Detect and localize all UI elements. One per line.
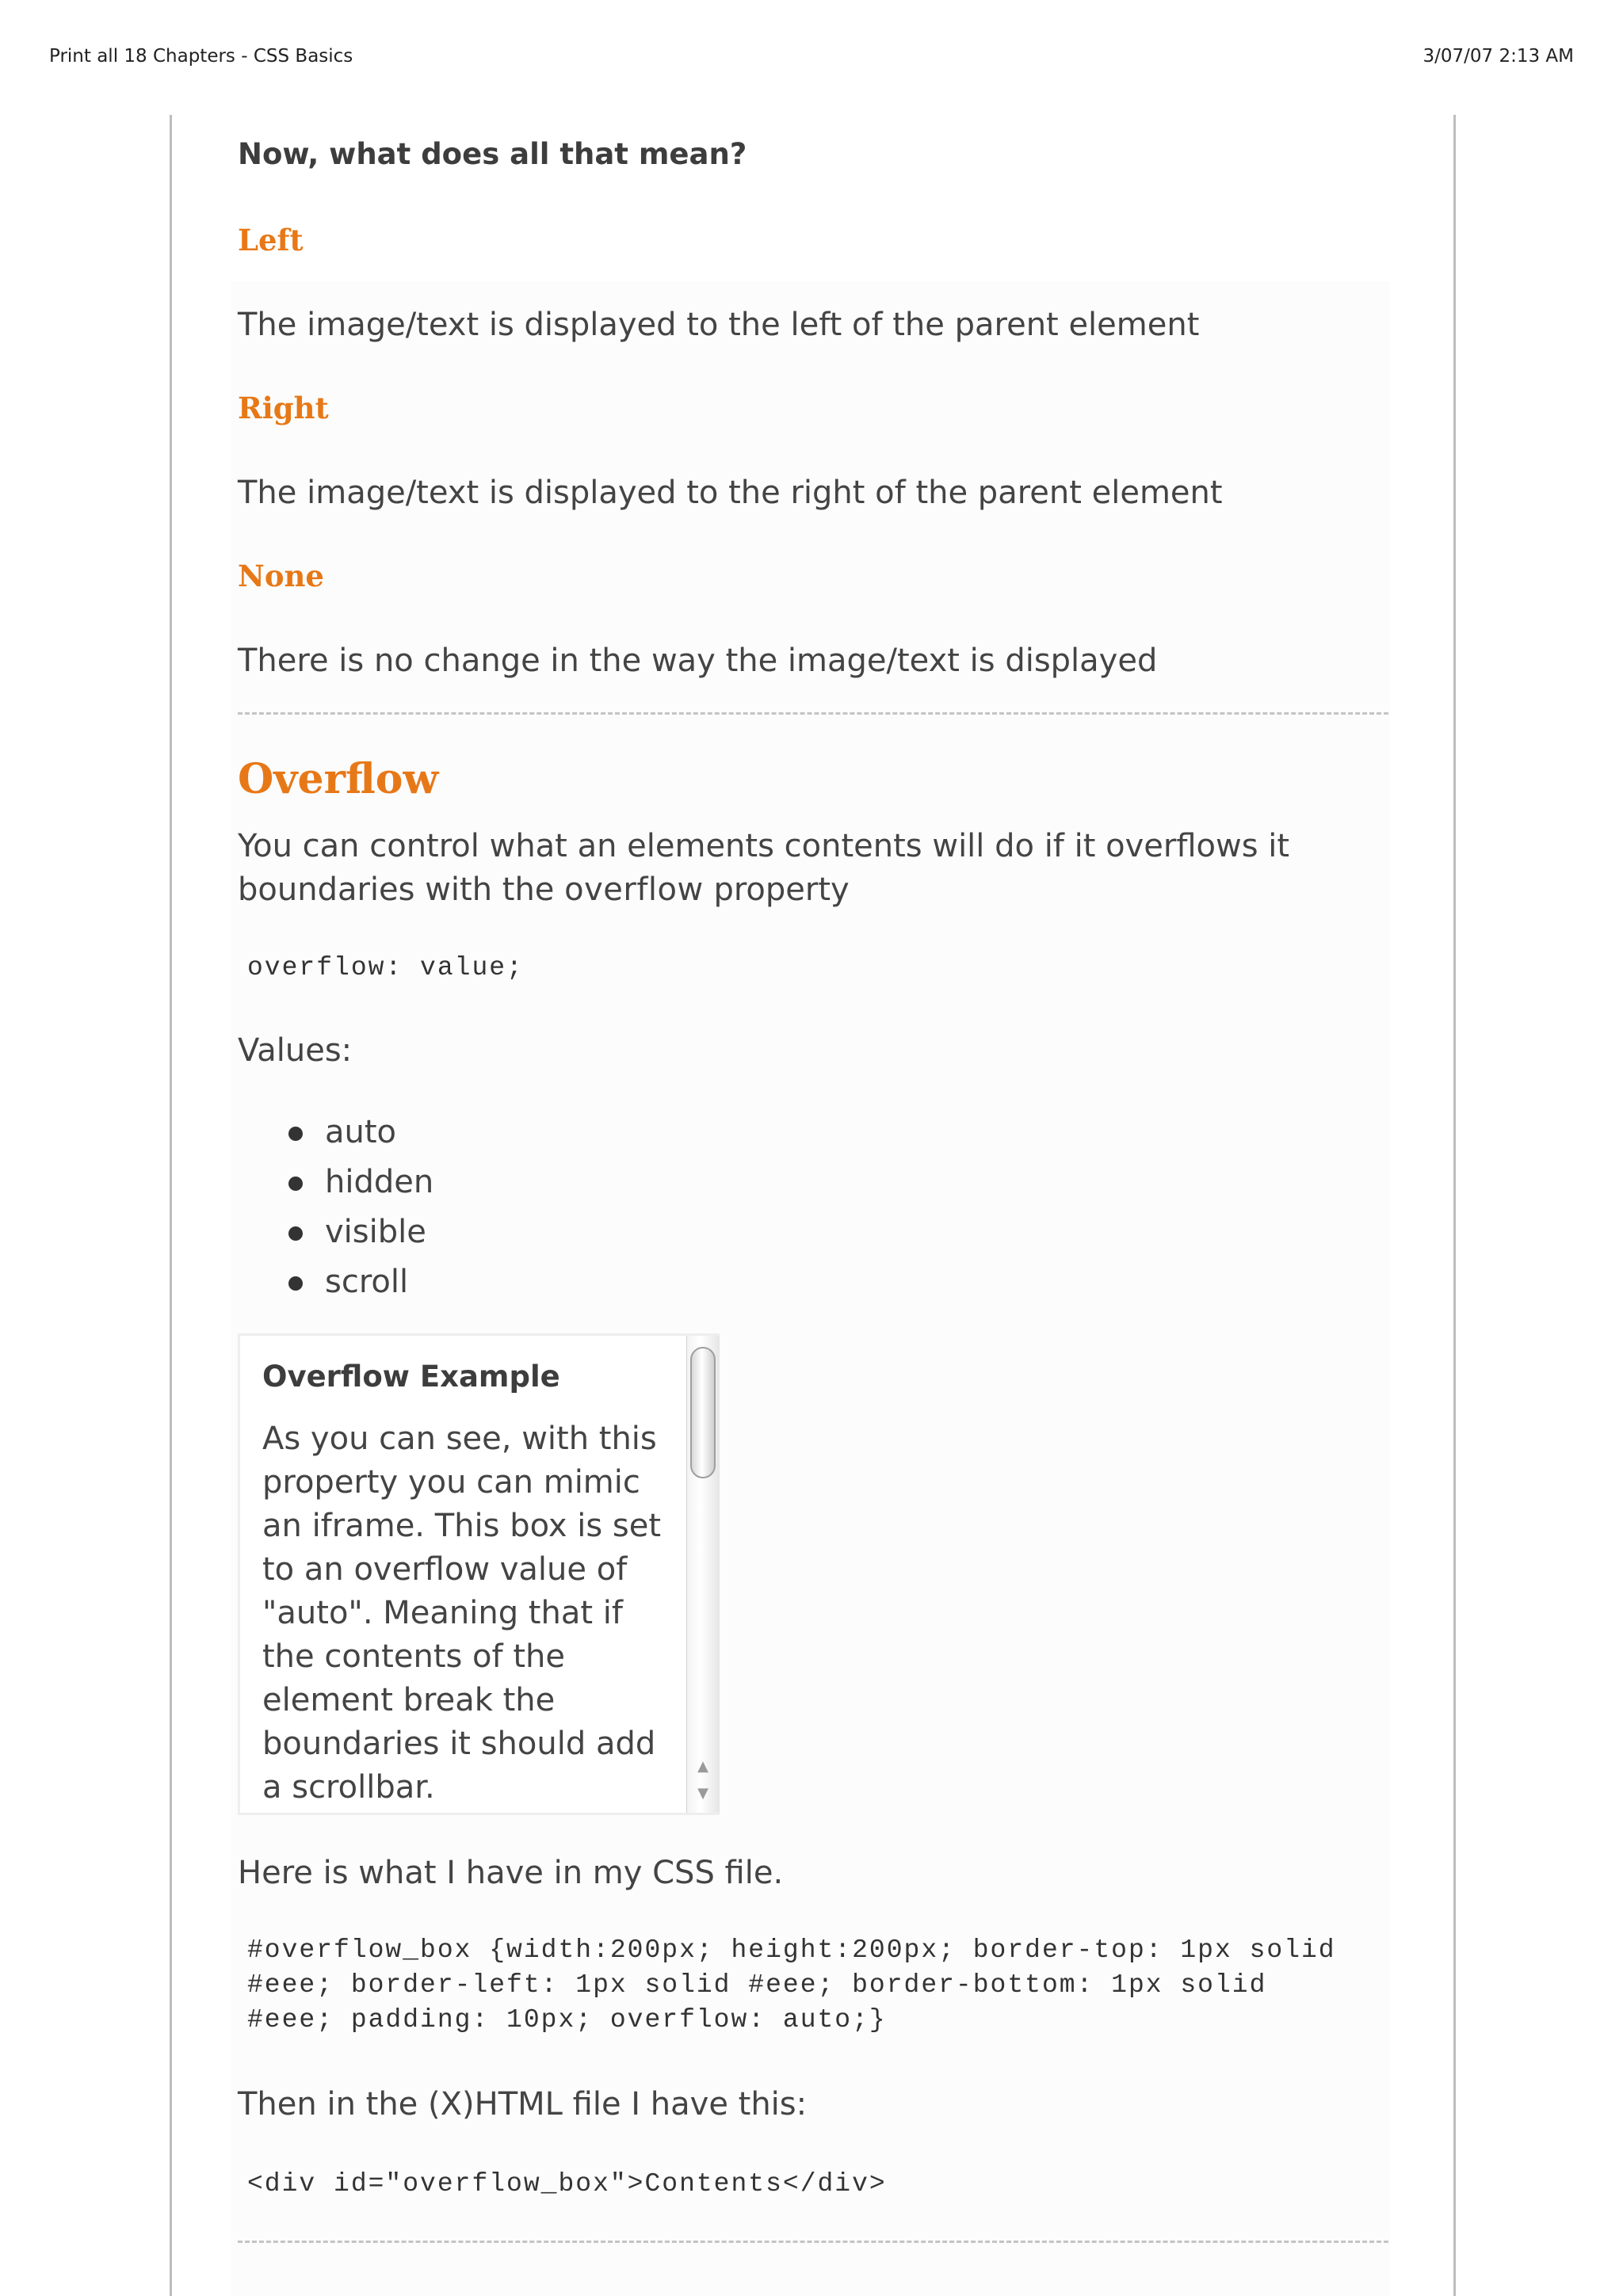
overflow-example-text bbox=[262, 1417, 674, 1810]
example-line: element break the bbox=[262, 1682, 556, 1718]
example-line: a scrollbar. bbox=[262, 1769, 435, 1806]
bullet-icon bbox=[288, 1276, 303, 1291]
inline-property-name: overflow bbox=[564, 871, 704, 908]
section-divider bbox=[238, 712, 1388, 715]
example-line: "auto". Meaning that if bbox=[262, 1595, 623, 1631]
code-line: #eee; border-left: 1px solid #eee; border-bottom: 1px solid bbox=[247, 1970, 1267, 2000]
term-description-none: There is no change in the way the image/text is displayed bbox=[238, 643, 1158, 679]
term-heading-left: Left bbox=[238, 223, 304, 257]
vertical-scrollbar[interactable] bbox=[686, 1336, 720, 1813]
example-line: boundaries it should add bbox=[262, 1726, 656, 1762]
example-line: the contents of the bbox=[262, 1638, 565, 1675]
overflow-intro-line-2 bbox=[238, 868, 850, 912]
html-intro: Then in the (X)HTML file I have this: bbox=[238, 2086, 808, 2122]
intro-text-after: property bbox=[713, 871, 850, 908]
term-description-right: The image/text is displayed to the right of the parent element bbox=[238, 475, 1223, 511]
intro-text-before: boundaries with the bbox=[238, 871, 555, 908]
values-list-item: auto bbox=[238, 1108, 433, 1158]
bullet-icon bbox=[288, 1226, 303, 1241]
term-heading-none: None bbox=[238, 559, 324, 593]
values-list-item: hidden bbox=[238, 1158, 433, 1207]
overflow-intro-line-1: You can control what an elements contents will do if it overflows it bbox=[238, 828, 1290, 864]
syntax-code: overflow: value; bbox=[247, 953, 524, 982]
scrollbar-thumb[interactable] bbox=[690, 1347, 716, 1478]
values-list bbox=[238, 1108, 433, 1307]
code-line: #eee; padding: 10px; overflow: auto;} bbox=[247, 2005, 887, 2035]
values-list-item: visible bbox=[238, 1207, 433, 1257]
term-heading-right: Right bbox=[238, 391, 329, 425]
page-left-border bbox=[170, 115, 172, 2296]
example-line: property you can mimic bbox=[262, 1464, 640, 1501]
page-right-border bbox=[1453, 115, 1456, 2296]
scroll-down-arrow-icon[interactable]: ▼ bbox=[697, 1785, 708, 1802]
code-line: #overflow_box {width:200px; height:200px; border-top: 1px solid bbox=[247, 1936, 1336, 1965]
question-heading: Now, what does all that mean? bbox=[238, 137, 747, 171]
term-description-left: The image/text is displayed to the left of the parent element bbox=[238, 307, 1200, 343]
example-line: As you can see, with this bbox=[262, 1421, 657, 1457]
example-line: to an overflow value of bbox=[262, 1551, 628, 1588]
values-list-item: scroll bbox=[238, 1257, 433, 1307]
scroll-up-arrow-icon[interactable]: ▲ bbox=[697, 1758, 708, 1775]
overflow-example-content bbox=[262, 1360, 674, 1810]
html-code-block: <div id="overflow_box">Contents</div> bbox=[247, 2169, 887, 2199]
css-code-block bbox=[247, 1933, 1336, 2038]
print-header-title: Print all 18 Chapters - CSS Basics bbox=[49, 46, 353, 67]
bullet-icon bbox=[288, 1177, 303, 1191]
example-line: an iframe. This box is set bbox=[262, 1508, 662, 1544]
bullet-icon bbox=[288, 1127, 303, 1141]
overflow-example-title: Overflow Example bbox=[262, 1360, 560, 1394]
print-header-datetime: 3/07/07 2:13 AM bbox=[1423, 46, 1574, 67]
overflow-example-box[interactable] bbox=[238, 1333, 720, 1815]
section-title-overflow: Overflow bbox=[238, 755, 439, 803]
values-label: Values: bbox=[238, 1032, 353, 1069]
section-divider bbox=[238, 2241, 1388, 2243]
css-intro: Here is what I have in my CSS file. bbox=[238, 1855, 784, 1891]
